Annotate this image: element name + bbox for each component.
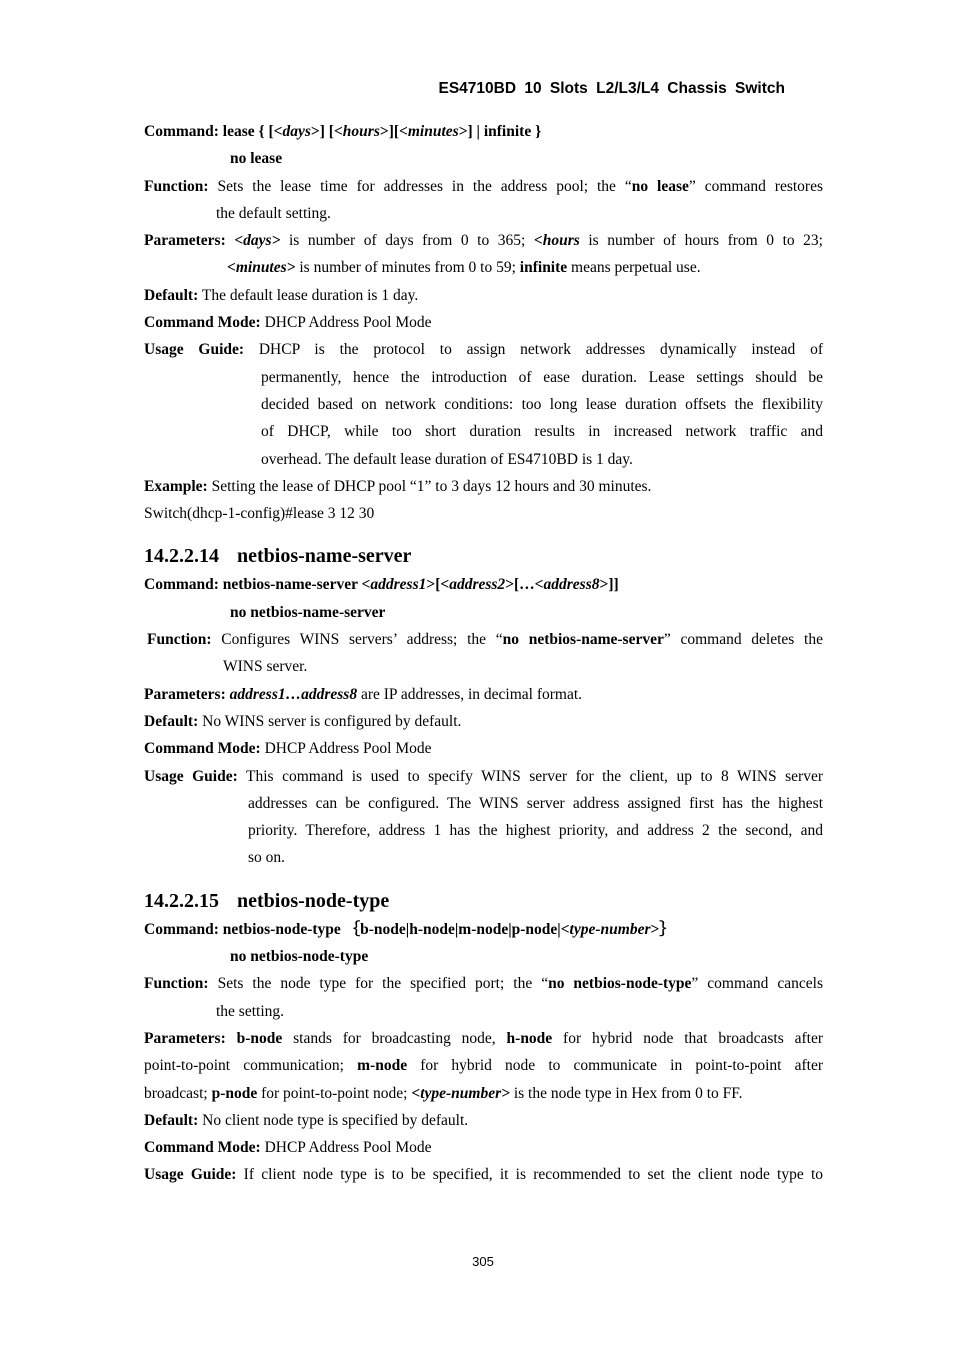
text: for hybrid node that broadcasts after bbox=[552, 1029, 823, 1047]
text: If client node type is to be specified, it is recommended to set the client node type to bbox=[236, 1166, 823, 1184]
command-syntax: >] | infinite } bbox=[458, 123, 542, 140]
param-type-number: type-number bbox=[569, 920, 651, 938]
text: point-to-point communication; bbox=[144, 1057, 358, 1075]
default-label: Default: bbox=[144, 712, 199, 730]
text-bold-italic: address1…address8 bbox=[229, 685, 358, 703]
command-label: Command: bbox=[144, 576, 219, 594]
text: This command is used to specify WINS server for the client, up to 8 WINS server bbox=[237, 767, 824, 785]
param-days: days bbox=[282, 123, 311, 140]
command-syntax: >][< bbox=[379, 123, 408, 140]
text: The default lease duration is 1 day. bbox=[198, 286, 419, 304]
function-line bbox=[144, 970, 823, 997]
text-bold: no lease bbox=[631, 177, 689, 195]
usage-guide-label: Usage Guide: bbox=[144, 767, 238, 785]
usage-guide-line-cont: overhead. The default lease duration of ES4710BD is 1 day. bbox=[261, 450, 633, 468]
no-command-line bbox=[144, 599, 823, 626]
command-mode-line bbox=[144, 309, 823, 336]
text: DHCP Address Pool Mode bbox=[260, 1139, 432, 1157]
example-line bbox=[144, 473, 823, 500]
default-label: Default: bbox=[144, 1111, 199, 1129]
text: Sets the lease time for addresses in the address pool; the “ bbox=[208, 177, 632, 195]
command-syntax: netbios-node-type ｛b-node|h-node|m-node|p-node|< bbox=[218, 920, 570, 938]
command-label: Command: bbox=[144, 920, 219, 938]
text: ” command cancels bbox=[691, 975, 823, 993]
parameters-line bbox=[144, 227, 823, 254]
text: DHCP Address Pool Mode bbox=[260, 314, 432, 332]
command-syntax: >[< bbox=[426, 576, 450, 594]
text-bold: h-node bbox=[506, 1029, 553, 1047]
parameters-line-cont bbox=[144, 254, 823, 281]
text: ” command deletes the bbox=[663, 631, 823, 649]
section-number: 14.2.2.14 bbox=[144, 545, 219, 568]
text: is number of days from 0 to 365; bbox=[280, 232, 534, 250]
function-line-cont: the setting. bbox=[216, 1002, 285, 1020]
command-mode-line bbox=[144, 1134, 823, 1161]
command-syntax: >｝ bbox=[650, 920, 675, 938]
text-bold: b-node bbox=[225, 1029, 283, 1047]
function-line bbox=[144, 173, 823, 200]
page-header-title: ES4710BD 10 Slots L2/L3/L4 Chassis Switch bbox=[438, 80, 785, 97]
text-bold-italic: <hours bbox=[533, 232, 580, 250]
function-label: Function: bbox=[144, 975, 209, 993]
parameters-label: Parameters: bbox=[144, 685, 226, 703]
example-label: Example: bbox=[144, 477, 208, 495]
param-address2: address2 bbox=[449, 576, 506, 594]
text: are IP addresses, in decimal format. bbox=[357, 685, 583, 703]
parameters-label: Parameters: bbox=[144, 232, 226, 250]
text: is number of hours from 0 to 23; bbox=[579, 232, 823, 250]
text: for hybrid node to communicate in point-to-point after bbox=[407, 1057, 823, 1075]
usage-guide-line bbox=[144, 336, 823, 363]
parameters-line bbox=[144, 681, 823, 708]
param-minutes: minutes bbox=[407, 123, 459, 140]
text-bold: m-node bbox=[357, 1057, 408, 1075]
function-line bbox=[147, 626, 823, 653]
param-hours: hours bbox=[342, 123, 380, 140]
page-number: 305 bbox=[472, 1254, 494, 1269]
wins-command-line bbox=[144, 571, 823, 598]
command-mode-label: Command Mode: bbox=[144, 314, 261, 332]
text: DHCP Address Pool Mode bbox=[260, 740, 432, 758]
document-body bbox=[144, 118, 823, 1189]
no-command: no lease bbox=[230, 150, 283, 168]
text-bold: no netbios-name-server bbox=[502, 631, 664, 649]
section-heading-netbios-node-type bbox=[144, 886, 823, 916]
text-bold-italic: <minutes> bbox=[227, 259, 296, 277]
command-syntax: >[…< bbox=[505, 576, 544, 594]
text: Configures WINS servers’ address; the “ bbox=[211, 631, 503, 649]
no-command: no netbios-name-server bbox=[230, 603, 386, 621]
param-address1: address1 bbox=[370, 576, 427, 594]
text-bold: p-node bbox=[211, 1084, 258, 1102]
text: Sets the node type for the specified port; the “ bbox=[208, 975, 549, 993]
section-number: 14.2.2.15 bbox=[144, 889, 219, 912]
command-mode-line bbox=[144, 735, 823, 762]
command-mode-label: Command Mode: bbox=[144, 740, 261, 758]
function-label: Function: bbox=[144, 177, 209, 195]
text: DHCP is the protocol to assign network addresses dynamically instead of bbox=[244, 341, 824, 359]
parameters-line-cont bbox=[144, 1080, 823, 1107]
command-label: Command: bbox=[144, 123, 219, 140]
section-heading-netbios-name-server bbox=[144, 541, 823, 571]
text: stands for broadcasting node, bbox=[282, 1029, 507, 1047]
text: Setting the lease of DHCP pool “1” to 3 days 12 hours and 30 minutes. bbox=[207, 477, 652, 495]
function-label: Function: bbox=[147, 631, 212, 649]
default-line bbox=[144, 1107, 823, 1134]
default-line bbox=[144, 282, 823, 309]
command-syntax: >]] bbox=[599, 576, 619, 594]
function-line-cont: WINS server. bbox=[223, 658, 308, 676]
default-label: Default: bbox=[144, 286, 199, 304]
usage-guide-line-cont: priority. Therefore, address 1 has the highest priority, and address 2 the second, and bbox=[248, 822, 823, 840]
text: is the node type in Hex from 0 to FF. bbox=[509, 1084, 743, 1102]
usage-guide-line-cont: decided based on network conditions: too long lease duration offsets the flexibility bbox=[261, 395, 823, 413]
parameters-line-cont bbox=[144, 1052, 823, 1079]
text: No WINS server is configured by default. bbox=[198, 712, 462, 730]
usage-guide-line-cont: of DHCP, while too short duration results in increased network traffic and bbox=[261, 423, 823, 441]
parameters-line bbox=[144, 1025, 823, 1052]
usage-guide-label: Usage Guide: bbox=[144, 341, 245, 359]
usage-guide-line-cont: so on. bbox=[248, 849, 286, 867]
usage-guide-label: Usage Guide: bbox=[144, 1166, 237, 1184]
text-bold-italic: <days> bbox=[234, 232, 281, 250]
command-syntax: netbios-name-server < bbox=[218, 576, 371, 594]
param-address8: address8 bbox=[543, 576, 600, 594]
usage-guide-line bbox=[144, 763, 823, 790]
command-syntax: >] [< bbox=[310, 123, 343, 140]
lease-command-line bbox=[144, 118, 823, 145]
command-mode-label: Command Mode: bbox=[144, 1139, 261, 1157]
node-command-line bbox=[144, 916, 823, 943]
text: for point-to-point node; bbox=[257, 1084, 412, 1102]
parameters-label: Parameters: bbox=[144, 1029, 226, 1047]
text-bold: infinite bbox=[519, 259, 568, 277]
usage-guide-line-cont: addresses can be configured. The WINS server address assigned first has the highest bbox=[248, 794, 823, 812]
section-title: netbios-name-server bbox=[237, 545, 412, 568]
text: means perpetual use. bbox=[567, 259, 701, 277]
command-syntax: lease { [< bbox=[218, 123, 283, 140]
text-bold-italic: <type-number> bbox=[411, 1084, 510, 1102]
function-line-cont: the default setting. bbox=[216, 204, 331, 222]
no-command-line bbox=[144, 943, 823, 970]
example-command: Switch(dhcp-1-config)#lease 3 12 30 bbox=[144, 505, 375, 523]
text-bold: no netbios-node-type bbox=[548, 975, 692, 993]
usage-guide-line bbox=[144, 1161, 823, 1188]
text: is number of minutes from 0 to 59; bbox=[295, 259, 520, 277]
text: No client node type is specified by default. bbox=[198, 1111, 469, 1129]
text: ” command restores bbox=[688, 177, 823, 195]
default-line bbox=[144, 708, 823, 735]
usage-guide-line-cont: permanently, hence the introduction of ease duration. Lease settings should be bbox=[261, 368, 823, 386]
no-command-line bbox=[144, 145, 823, 172]
text: broadcast; bbox=[144, 1084, 212, 1102]
no-command: no netbios-node-type bbox=[230, 948, 369, 966]
section-title: netbios-node-type bbox=[237, 889, 390, 912]
